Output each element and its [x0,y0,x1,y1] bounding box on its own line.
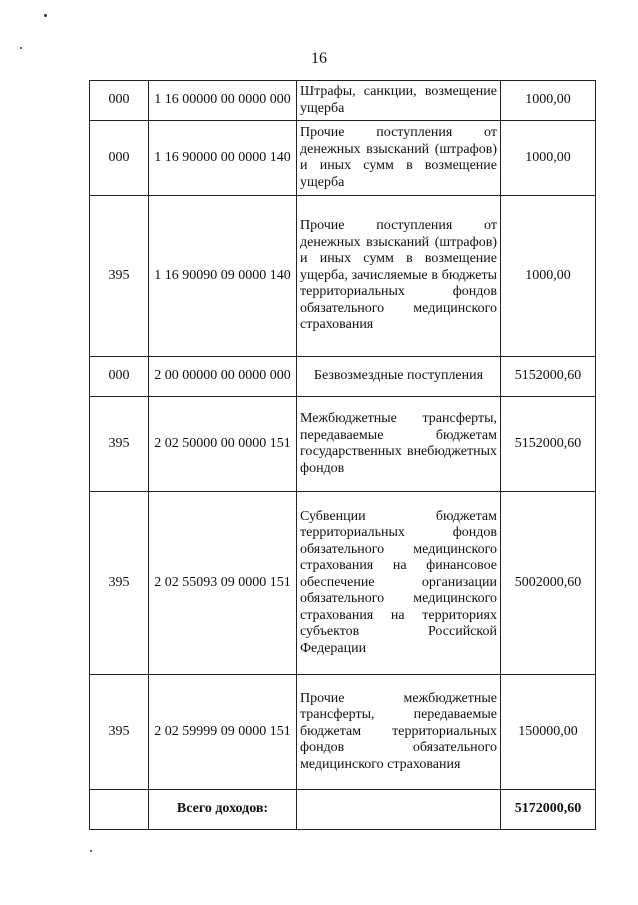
revenue-name-cell: Прочие поступления от денежных взысканий (штрафов) и иных сумм в возмещение ущерба [297,121,501,196]
budget-code-cell: 1 16 90090 09 0000 140 [149,196,297,357]
revenue-name-cell: Прочие поступления от денежных взысканий (штрафов) и иных сумм в возмещение ущерба, зачисляемые в бюджеты территориальных фондов обязательного медицинского страхования [297,196,501,357]
scan-speck [90,850,92,852]
revenue-table [89,80,596,830]
total-label: Всего доходов: [149,790,297,830]
admin-code-cell: 395 [90,492,149,675]
table-row [90,81,596,121]
amount-cell: 5152000,60 [501,397,596,492]
admin-code-cell: 000 [90,81,149,121]
budget-code-cell: 1 16 90000 00 0000 140 [149,121,297,196]
table-row [90,121,596,196]
admin-code-cell: 395 [90,397,149,492]
table-row [90,196,596,357]
empty-cell [90,790,149,830]
scan-speck [20,47,22,49]
empty-cell [297,790,501,830]
admin-code-cell: 395 [90,675,149,790]
budget-code-cell: 1 16 00000 00 0000 000 [149,81,297,121]
amount-cell: 1000,00 [501,196,596,357]
amount-cell: 5152000,60 [501,357,596,397]
revenue-name-cell: Штрафы, санкции, возмещение ущерба [297,81,501,121]
budget-code-cell: 2 02 59999 09 0000 151 [149,675,297,790]
table-row [90,397,596,492]
budget-code-cell: 2 00 00000 00 0000 000 [149,357,297,397]
budget-code-cell: 2 02 55093 09 0000 151 [149,492,297,675]
table-row [90,492,596,675]
total-row [90,790,596,830]
revenue-name-cell: Прочие межбюджетные трансферты, передаваемые бюджетам территориальных фондов обязательного медицинского страхования [297,675,501,790]
scan-speck [44,14,47,17]
revenue-name-cell: Субвенции бюджетам территориальных фондов обязательного медицинского страхования на финансовое обеспечение организации обязательного медицинского страхования на территориях субъектов Российской Федерации [297,492,501,675]
page-number: 16 [311,50,327,67]
budget-code-cell: 2 02 50000 00 0000 151 [149,397,297,492]
table-row [90,675,596,790]
admin-code-cell: 000 [90,357,149,397]
total-amount: 5172000,60 [501,790,596,830]
admin-code-cell: 000 [90,121,149,196]
admin-code-cell: 395 [90,196,149,357]
revenue-name-cell: Межбюджетные трансферты, передаваемые бюджетам государственных внебюджетных фондов [297,397,501,492]
amount-cell: 150000,00 [501,675,596,790]
amount-cell: 1000,00 [501,121,596,196]
amount-cell: 1000,00 [501,81,596,121]
amount-cell: 5002000,60 [501,492,596,675]
revenue-name-cell: Безвозмездные поступления [297,357,501,397]
table-row [90,357,596,397]
